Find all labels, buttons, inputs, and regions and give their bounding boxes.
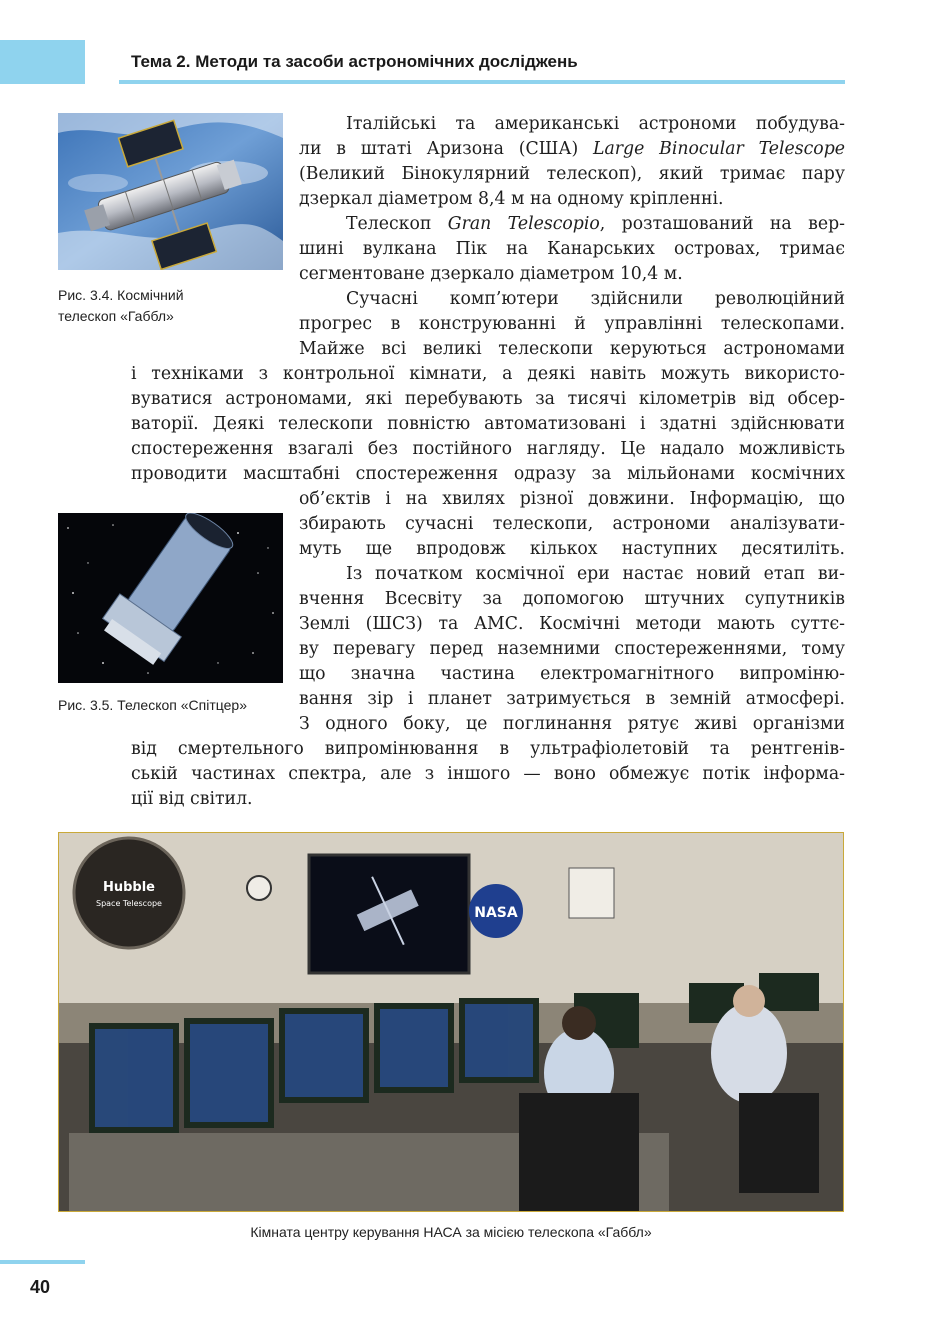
text-line: об’єктів і на хвилях різної довжини. Інформацію, що [299, 489, 845, 509]
text-line: Сучасні комп’ютери здійснили революційний [346, 289, 845, 309]
text-line: ваторії. Деякі телескопи повністю автоматизовані і здатні здійснювати [131, 414, 845, 434]
header-rule [119, 80, 845, 84]
text-span: Телескоп [346, 214, 448, 234]
telescope-name-italic: Gran Telescopio [447, 214, 600, 234]
header-accent-block [0, 40, 85, 84]
text-line: збирають сучасні телескопи, астрономи аналізувати- [299, 514, 845, 534]
text-span: ли в штаті Аризона (США) [299, 139, 594, 159]
text-line: ції від світил. [131, 789, 253, 809]
telescope-name-italic: Large Binocular Telescope [593, 139, 845, 159]
text-line [346, 212, 845, 237]
text-line: Італійські та американські астрономи побудува- [346, 114, 845, 134]
footer-rule [0, 1260, 85, 1264]
text-line: муть ще впродовж кількох наступних десятиліть. [299, 539, 845, 559]
text-line: ву перевагу перед наземними спостереженнями, тому [299, 639, 845, 659]
hubble-logo-subtext: Space Telescope [96, 899, 162, 908]
text-line: що значна частина електромагнітного випроміню- [299, 664, 845, 684]
text-line: Із початком космічної ери настає новий етап ви- [346, 564, 845, 584]
page-number: 40 [30, 1277, 51, 1297]
text-line: вчення Всесвіту за допомогою штучних супутників [299, 589, 845, 609]
text-line: вання зір і планет затримується в земній атмосфері. [299, 689, 845, 709]
control-room-caption: Кімната центру керування НАСА за місією телескопа «Габбл» [250, 1224, 652, 1240]
page-header-title: Тема 2. Методи та засоби астрономічних досліджень [131, 52, 578, 71]
figure-3-5-caption: Рис. 3.5. Телескоп «Спітцер» [58, 697, 247, 713]
caption-line: Рис. 3.4. Космічний [58, 287, 184, 303]
text-line: вуватися астрономами, які перебувають за тисячі кілометрів від обсер- [131, 389, 845, 409]
nasa-control-room-photo [58, 832, 844, 1212]
spitzer-telescope-image [58, 513, 283, 683]
nasa-logo-text: NASA [474, 905, 518, 921]
hubble-telescope-image [58, 113, 283, 270]
caption-line: телескоп «Габбл» [58, 308, 174, 324]
text-span: , розташований на вер- [599, 214, 845, 234]
text-line: сегментоване дзеркало діаметром 10,4 м. [299, 264, 683, 284]
text-line: ській частинах спектра, але з іншого — воно обмежує потік інформа- [131, 764, 845, 784]
text-line: і техніками з контрольної кімнати, а деякі навіть можуть використо- [131, 364, 845, 384]
figure-3-4-caption [58, 285, 288, 327]
text-line: спостереження взагалі без постійного нагляду. Це надало можливість [131, 439, 845, 459]
text-line: шині вулкана Пік на Канарських островах, тримає [299, 239, 845, 259]
hubble-logo-text: Hubble [102, 880, 156, 895]
text-line: Майже всі великі телескопи керуються астрономами [299, 339, 845, 359]
text-line: Землі (ШСЗ) та АМС. Космічні методи мають суттє- [299, 614, 845, 634]
text-line: (Великий Бінокулярний телескоп), який тримає пару [299, 164, 845, 184]
text-line: З одного боку, це поглинання рятує живі організми [299, 714, 845, 734]
text-line: проводити масштабні спостереження одразу за мільйонами космічних [131, 464, 845, 484]
text-line [299, 137, 845, 162]
text-line: прогрес в конструюванні й управлінні телескопами. [299, 314, 845, 334]
text-line: дзеркал діаметром 8,4 м на одному кріпленні. [299, 189, 724, 209]
text-line: від смертельного випромінювання в ультрафіолетовій та рентгенів- [131, 739, 845, 759]
